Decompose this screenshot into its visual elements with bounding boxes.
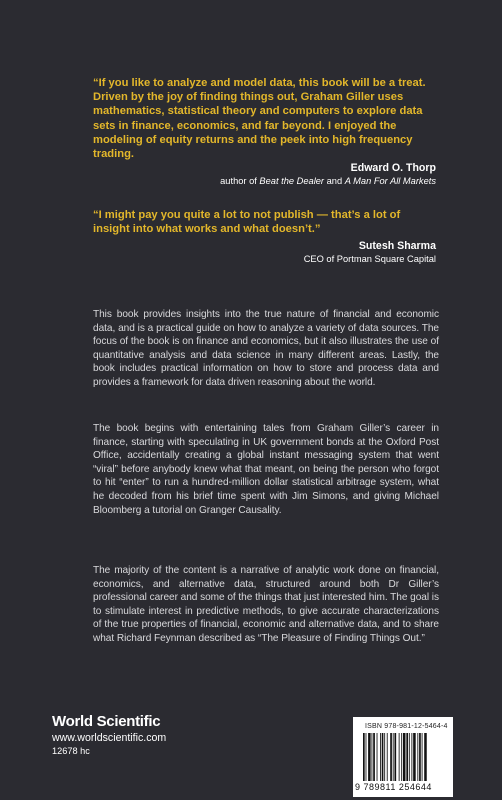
description-paragraph-3: The majority of the content is a narrative of analytic work done on financial, economics, and alternative data, structured around both Dr Giller’s professional career and some of the things that just interested him. The goal is to stimulate interest in predictive methods, to give accurate characterizations of the true properties of financial, economic and alternative data, and to share what Richard Feynman described as “The Pleasure of Finding Things Out.” (93, 565, 439, 644)
endorser-role-thorp (220, 176, 436, 186)
barcode-bar (399, 733, 400, 781)
barcode-bar (422, 733, 423, 781)
endorsement-quote-thorp: “If you like to analyze and model data, this book will be a treat. Driven by the joy of finding things out, Graham Giller uses mathematics, statistical theory and computers to explore data sets in finance, economics, and far beyond. I enjoyed the modeling of equity returns and the peek into high frequency trading. (93, 77, 426, 161)
barcode-bar (424, 733, 427, 781)
barcode-bar (401, 733, 402, 781)
publisher-block (52, 713, 166, 758)
barcode-bar (368, 733, 371, 781)
role-prefix: author of (220, 176, 260, 186)
barcode-bar (377, 733, 378, 781)
description-paragraph-2: The book begins with entertaining tales from Graham Giller’s career in finance, starting with speculating in UK government bonds at the Oxford Post Office, accidentally creating a global instant messaging system that went “viral” before anybody knew what that meant, on being the person who forgot to hit “enter” to run a hundred-million dollar statistical arbitrage system, what he decoded from his brief time spent with Jim Simons, and giving Michael Bloomberg a tutorial on Granger Causality. (93, 423, 439, 516)
book-title-beat-the-dealer: Beat the Dealer (259, 176, 325, 186)
barcode-bar (406, 733, 408, 781)
barcode-bar (384, 733, 385, 781)
barcode-bar (380, 733, 381, 781)
book-title-a-man-for-all-markets: A Man For All Markets (344, 176, 436, 186)
barcode-bar (366, 733, 367, 781)
barcode-bar (419, 733, 421, 781)
barcode-bar (413, 733, 416, 781)
description-paragraph-1: This book provides insights into the true nature of financial and economic data, and is a practical guide on how to analyze a variety of data sources. The focus of the book is on finance and economics, but it also illustrates the use of quantitative analysis and data science in many different areas. Lastly, the book includes practical information on how to store and process data and provides a framework for data driven reasoning about the world. (93, 309, 439, 388)
barcode-bar (387, 733, 388, 781)
role-conjunction: and (324, 176, 345, 186)
barcode-bar (393, 733, 394, 781)
barcode-bar (411, 733, 412, 781)
publisher-code: 12678 hc (52, 746, 90, 756)
endorser-name-thorp: Edward O. Thorp (350, 162, 436, 174)
barcode-bar (394, 733, 396, 781)
endorser-role-sharma: CEO of Portman Square Capital (303, 254, 436, 264)
barcode-bar (382, 733, 384, 781)
barcode-bar (372, 733, 373, 781)
publisher-name: World Scientific (52, 713, 161, 730)
barcode-bar (390, 733, 392, 781)
barcode-bar (403, 733, 406, 781)
isbn-label: ISBN 978-981-12-5464-4 (365, 723, 448, 730)
barcode-bar (417, 733, 418, 781)
barcode-bar (373, 733, 375, 781)
barcode-bar (409, 733, 410, 781)
endorser-name-sharma: Sutesh Sharma (358, 240, 436, 252)
barcode-bars (363, 733, 443, 781)
barcode-bar (363, 733, 365, 781)
endorsement-quote-sharma: “I might pay you quite a lot to not publish — that’s a lot of insight into what works and what doesn’t.” (93, 209, 401, 236)
isbn-barcode (353, 717, 453, 797)
publisher-url: www.worldscientific.com (52, 732, 167, 744)
barcode-digits: 9 789811 254644 (355, 782, 432, 792)
